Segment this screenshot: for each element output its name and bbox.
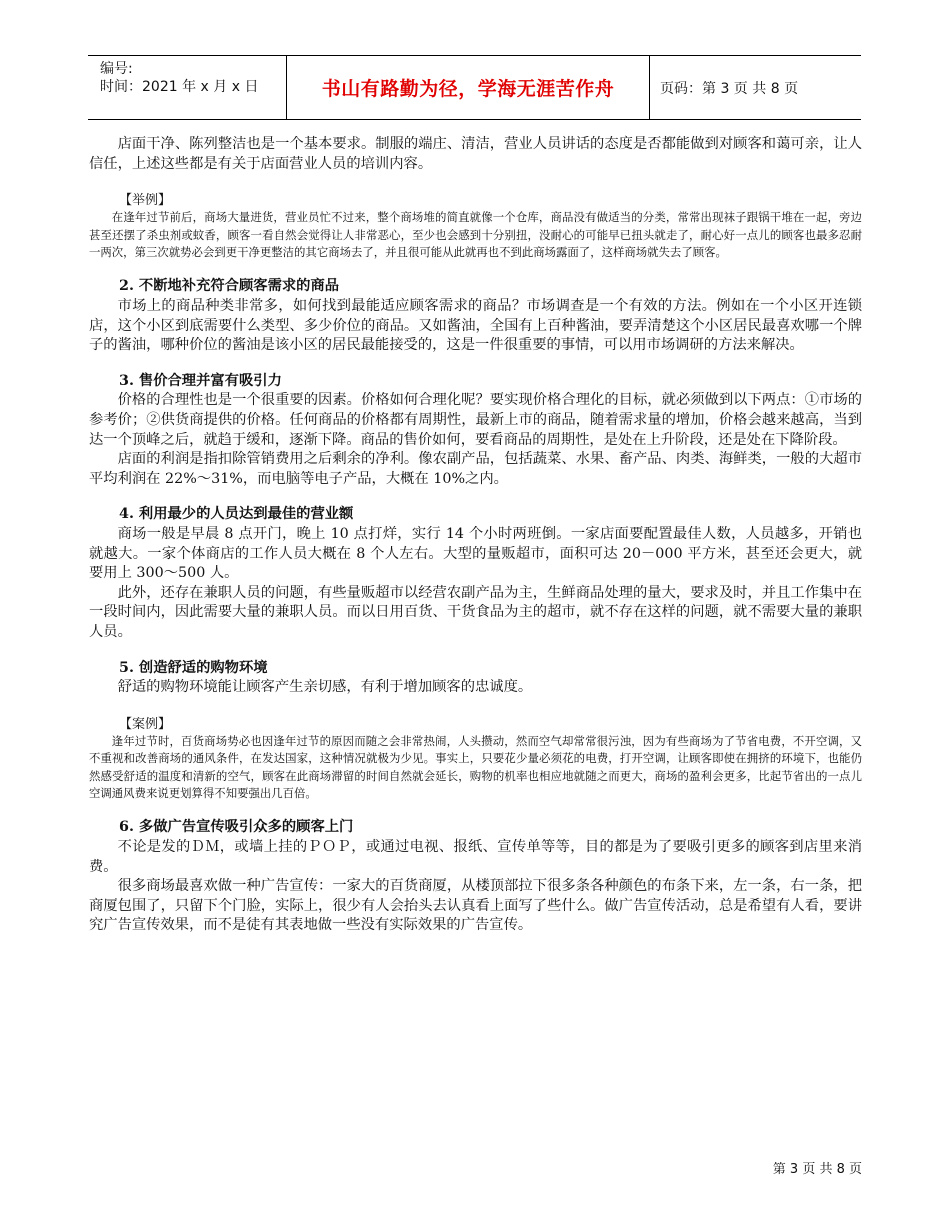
section-6-paragraph-1: 不论是发的ＤＭ，或墙上挂的ＰＯＰ，或通过电视、报纸、宣传单等等，目的都是为了要吸引更多的顾客到店里来消费。 (89, 838, 862, 875)
section-5-title: 5. 创造舒适的购物环境 (119, 659, 268, 676)
header-motto: 书山有路勤为径，学海无涯苦作舟 (286, 56, 650, 119)
header-meta (88, 56, 286, 119)
section-2-title: 2. 不断地补充符合顾客需求的商品 (119, 278, 340, 295)
document-body (89, 135, 862, 936)
time-label: 时间：2021 年 x 月 x 日 (100, 79, 259, 95)
section-3-paragraph-1: 价格的合理性也是一个很重要的因素。价格如何合理化呢？要实现价格合理化的目标，就必须做到以下两点：①市场的参考价；②供货商提供的价格。任何商品的价格都有周期性，最新上市的商品，随着需求量的增加，价格会越来越高，当到达一个顶峰之后，就趋于缓和，逐渐下降。商品的售价如何，要看商品的周期性，是处在上升阶段，还是处在下降阶段。 (89, 392, 862, 448)
example-label: 【举例】 (119, 193, 172, 209)
section-3-paragraph-2: 店面的利润是指扣除管销费用之后剩余的净利。像农副产品，包括蔬菜、水果、畜产品、肉类、海鲜类，一般的大超市平均利润在 22%～31%，而电脑等电子产品，大概在 10%之内。 (89, 451, 862, 487)
header-page-number: 页码：第 3 页 共 8 页 (660, 80, 799, 97)
section-6-title: 6. 多做广告宣传吸引众多的顾客上门 (119, 819, 354, 836)
section-4-paragraph-1: 商场一般是早晨 8 点开门，晚上 10 点打烊，实行 14 个小时两班倒。一家店面要配置最佳人数，人员越多，开销也就越大。一家个体商店的工作人员大概在 8 个人左右。大型的量贩超市，面积可达 20－000 平方米，甚至还会更大，就要用上 300～500 人。 (89, 525, 862, 582)
section-4-paragraph-2: 此外，还存在兼职人员的问题，有些量贩超市以经营农副产品为主，生鲜商品处理的量大，要求及时，并且工作集中在一段时间内，因此需要大量的兼职人员。而以日用百货、干货食品为主的超市，就不存在这样的问题，就不需要大量的兼职人员。 (89, 584, 862, 640)
example-text: 在逢年过节前后，商场大量进货，营业员忙不过来，整个商场堆的简直就像一个仓库，商品没有做适当的分类，常常出现袜子跟锅干堆在一起，旁边甚至还摆了杀虫剂或蚊香，顾客一看自然会觉得让人非常恶心，至少也会感到十分别扭，没耐心的可能早已扭头就走了，耐心好一点儿的顾客也最多忍耐一两次，第三次就势必会到更干净更整洁的其它商场去了，并且很可能从此就再也不到此商场露面了，这样商场就失去了顾客。 (89, 210, 862, 259)
section-5-paragraph: 舒适的购物环境能让顾客产生亲切感，有利于增加顾客的忠诚度。 (117, 679, 533, 696)
case-label: 【案例】 (119, 716, 172, 732)
section-3-title: 3. 售价合理并富有吸引力 (119, 372, 282, 389)
section-4-title: 4. 利用最少的人员达到最佳的营业额 (119, 506, 354, 523)
section-6-paragraph-2: 很多商场最喜欢做一种广告宣传：一家大的百货商厦，从楼顶部拉下很多条各种颜色的布条下来，左一条，右一条，把商厦包围了，只留下个门脸，实际上，很少有人会抬头去认真看上面写了些什么。做广告宣传活动，总是希望有人看，要讲究广告宣传效果，而不是徒有其表地做一些没有实际效果的广告宣传。 (89, 878, 862, 934)
page-header (88, 55, 861, 120)
serial-label: 编号: (100, 61, 133, 77)
intro-paragraph: 店面干净、陈列整洁也是一个基本要求。制服的端庄、清洁，营业人员讲话的态度是否都能做到对顾客和蔼可亲，让人信任，上述这些都是有关于店面营业人员的培训内容。 (89, 136, 862, 172)
case-text: 逢年过节时，百货商场势必也因逢年过节的原因而随之会非常热闹，人头攒动，然而空气却常常很污浊，因为有些商场为了节省电费，不开空调，又不重视和改善商场的通风条件，在发达国家，这种情况就极为少见。事实上，只要花少量必须花的电费，打开空调，让顾客即使在拥挤的环境下，也能仍然感受舒适的温度和清新的空气，顾客在此商场滞留的时间自然就会延长，购物的机率也相应地就随之而更大，商场的盈利会更多，比起节省出的一点儿空调通风费来说更划算得不知要强出几百倍。 (89, 733, 862, 800)
section-2-paragraph: 市场上的商品种类非常多，如何找到最能适应顾客需求的商品？市场调查是一个有效的方法。例如在一个小区开连锁店，这个小区到底需要什么类型、多少价位的商品。又如酱油，全国有上百种酱油，要弄清楚这个小区居民最喜欢哪一个牌子的酱油，哪种价位的酱油是该小区的居民最能接受的，这是一件很重要的事情，可以用市场调研的方法来解决。 (89, 298, 862, 354)
page-footer: 第 3 页 共 8 页 (772, 1162, 862, 1177)
